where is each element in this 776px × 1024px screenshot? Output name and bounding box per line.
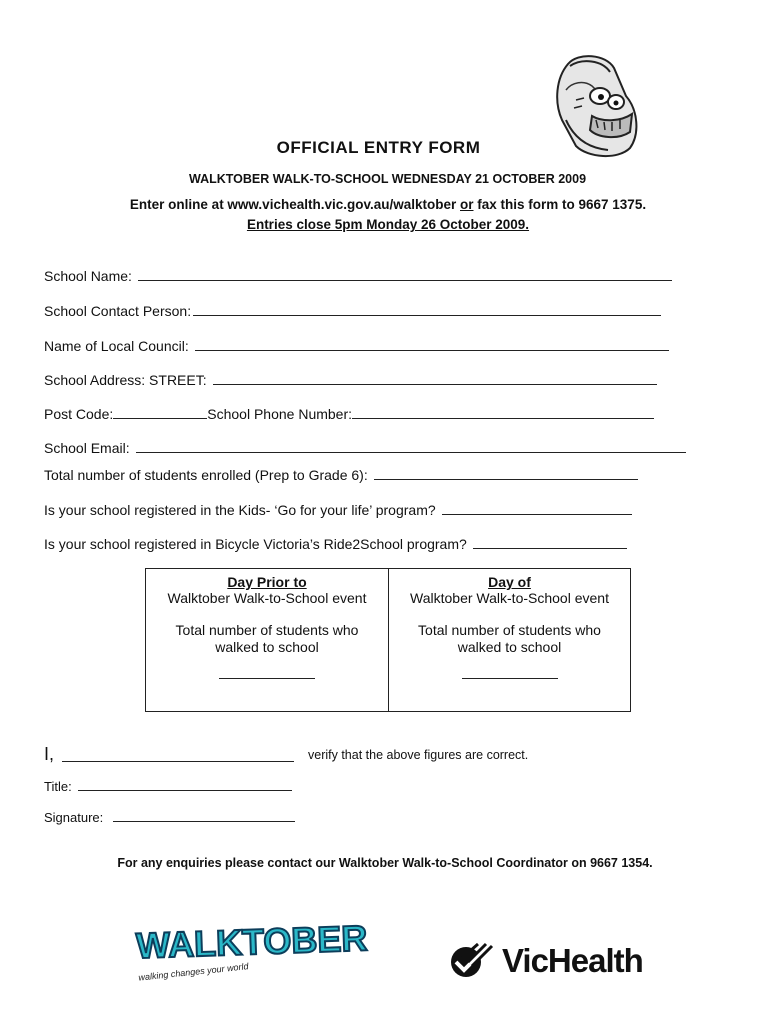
title-row xyxy=(44,779,292,794)
school-name-label: School Name: xyxy=(44,268,132,284)
kids-program-row xyxy=(44,502,632,518)
kids-program-field[interactable] xyxy=(442,503,632,515)
email-label: School Email: xyxy=(44,440,130,456)
day-prior-column xyxy=(146,568,388,711)
ride2school-row xyxy=(44,536,627,552)
ride2school-label: Is your school registered in Bicycle Victoria’s Ride2School program? xyxy=(44,536,467,552)
walk-count-table xyxy=(145,568,631,712)
online-prefix: Enter online at www.vichealth.vic.gov.au/walktober xyxy=(129,197,460,212)
students-label: Total number of students enrolled (Prep to Grade 6): xyxy=(44,467,368,483)
enquiry-text: For any enquiries please contact our Walktober Walk-to-School Coordinator on 9667 1354. xyxy=(117,856,653,870)
online-or: or xyxy=(460,197,474,212)
postcode-phone-row xyxy=(44,406,654,422)
day-prior-total-label xyxy=(146,622,388,656)
walktober-logo-text: WALKTOBER xyxy=(135,917,368,967)
day-prior-total-field[interactable] xyxy=(219,678,315,679)
day-of-subheading: Walktober Walk-to-School event xyxy=(410,590,609,606)
walktober-tagline: walking changes your world xyxy=(137,961,249,983)
local-council-row xyxy=(44,338,669,354)
verify-name-field[interactable] xyxy=(62,746,294,762)
school-name-field[interactable] xyxy=(138,269,672,281)
post-code-label: Post Code: xyxy=(44,406,114,422)
online-suffix: fax this form to 9667 1375. xyxy=(473,197,647,212)
day-of-total-field[interactable] xyxy=(462,678,558,679)
phone-label: School Phone Number: xyxy=(207,406,353,422)
form-subtitle: WALKTOBER WALK-TO-SCHOOL WEDNESDAY 21 OCTOBER 2009 xyxy=(188,172,587,186)
contact-person-label: School Contact Person: xyxy=(44,303,192,319)
vichealth-tick-icon xyxy=(448,940,500,980)
day-prior-subheading: Walktober Walk-to-School event xyxy=(167,590,367,606)
email-field[interactable] xyxy=(136,441,686,453)
signature-row xyxy=(44,810,295,825)
total-line2: walked to school xyxy=(457,639,562,655)
total-line1: Total number of students who xyxy=(418,622,601,638)
contact-person-row xyxy=(44,303,661,319)
post-code-field[interactable] xyxy=(113,407,207,419)
signature-label: Signature: xyxy=(44,810,104,825)
local-council-field[interactable] xyxy=(195,339,669,351)
address-field[interactable] xyxy=(213,373,657,385)
total-line2: walked to school xyxy=(215,639,319,655)
title-field[interactable] xyxy=(78,779,292,791)
walktober-logo xyxy=(132,912,368,983)
entries-close-text: Entries close 5pm Monday 26 October 2009. xyxy=(246,217,530,232)
title-label: Title: xyxy=(44,779,72,794)
students-row xyxy=(44,467,638,483)
address-label: School Address: STREET: xyxy=(44,372,207,388)
phone-field[interactable] xyxy=(352,407,654,419)
day-of-column xyxy=(388,568,630,711)
form-title: OFFICIAL ENTRY FORM xyxy=(276,138,481,157)
vichealth-logo-text: VicHealth xyxy=(502,942,643,979)
school-name-row xyxy=(44,268,672,284)
contact-person-field[interactable] xyxy=(193,304,661,316)
verify-text: verify that the above figures are correct. xyxy=(308,748,529,762)
students-field[interactable] xyxy=(374,468,638,480)
verify-i-label: I, xyxy=(44,744,55,764)
day-prior-heading: Day Prior to xyxy=(227,574,307,590)
signature-field[interactable] xyxy=(113,810,295,822)
email-row xyxy=(44,440,686,456)
address-row xyxy=(44,372,657,388)
ride2school-field[interactable] xyxy=(473,537,627,549)
total-line1: Total number of students who xyxy=(175,622,359,638)
online-entry-text xyxy=(0,197,776,212)
day-of-heading: Day of xyxy=(488,574,531,590)
kids-program-label: Is your school registered in the Kids- ‘Go for your life’ program? xyxy=(44,502,436,518)
local-council-label: Name of Local Council: xyxy=(44,338,189,354)
day-of-total-label xyxy=(389,622,630,656)
